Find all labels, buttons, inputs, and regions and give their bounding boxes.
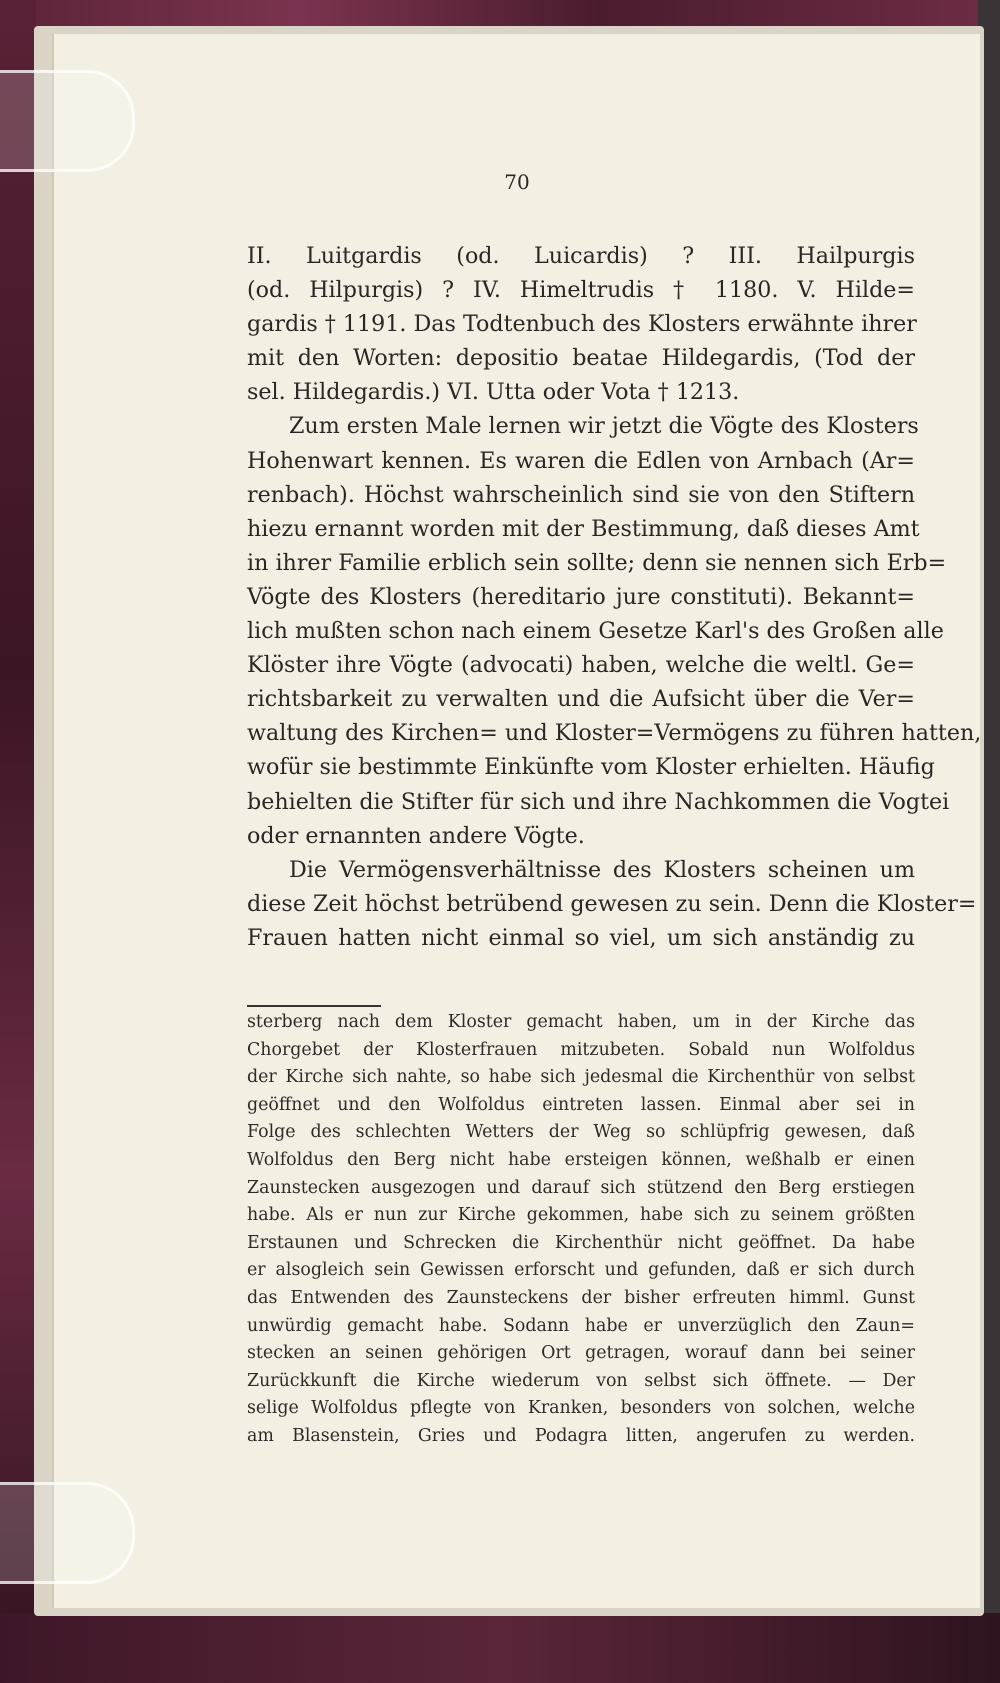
text-line: renbach). Höchst wahrscheinlich sind sie von den Stiftern [247, 481, 915, 508]
text-line: Frauen hatten nicht einmal so viel, um sich anständig zu [247, 924, 915, 951]
footnote-line: Folge des schlechten Wetters der Weg so schlüpfrig gewesen, daß [247, 1122, 915, 1143]
text-line: II. Luitgardis (od. Luicardis) ? III. Hailpurgis [247, 243, 915, 269]
footnote-line: der Kirche sich nahte, so habe sich jedesmal die Kirchenthür von selbst [247, 1067, 915, 1088]
text-line: diese Zeit höchst betrübend gewesen zu sein. Denn die Kloster= [247, 890, 977, 917]
footnote-line: am Blasenstein, Gries und Podagra litten, angerufen zu werden. [247, 1425, 915, 1446]
page-number: 70 [504, 170, 530, 194]
footnote-line: stecken an seinen gehörigen Ort getragen, worauf dann bei seiner [247, 1343, 915, 1364]
text-line: gardis † 1191. Das Todtenbuch des Klosters erwähnte ihrer [247, 311, 917, 338]
footnote-line: geöffnet und den Wolfoldus eintreten lassen. Einmal aber sei in [247, 1094, 915, 1115]
footnote-line: selige Wolfoldus pflegte von Kranken, besonders von solchen, welche [247, 1398, 915, 1419]
book-cover-left-edge [0, 0, 36, 1683]
footnote [247, 1009, 915, 1451]
main-text [247, 239, 982, 955]
text-line: hiezu ernannt worden mit der Bestimmung, daß dieses Amt [247, 515, 920, 542]
footnote-line: er alsogleich sein Gewissen erforscht und gefunden, daß er sich durch [247, 1260, 915, 1281]
text-line: mit den Worten: depositio beatae Hildegardis, (Tod der [247, 345, 915, 372]
book-page [52, 34, 980, 1608]
text-line: sel. Hildegardis.) VI. Utta oder Vota † 1213. [247, 379, 740, 406]
footnote-line: Erstaunen und Schrecken die Kirchenthür nicht geöffnet. Da habe [247, 1232, 915, 1253]
text-line: Vögte des Klosters (hereditario jure constituti). Bekannt= [247, 583, 915, 610]
footnote-line: Wolfoldus den Berg nicht habe ersteigen können, weßhalb er einen [247, 1149, 915, 1170]
text-line: (od. Hilpurgis) ? IV. Himeltrudis † 1180. V. Hilde= [247, 277, 915, 304]
text-line: in ihrer Familie erblich sein sollte; denn sie nennen sich Erb= [247, 549, 947, 576]
footnote-line: das Entwenden des Zaunsteckens der bisher erfreuten himml. Gunst [247, 1287, 915, 1308]
text-line: behielten die Stifter für sich und ihre Nachkommen die Vogtei [247, 788, 950, 815]
footnote-line: Zurückkunft die Kirche wiederum von selbst sich öffnete. — Der [247, 1370, 915, 1391]
footnote-line: habe. Als er nun zur Kirche gekommen, habe sich zu seinem größten [247, 1205, 915, 1226]
footnote-line: Chorgebet der Klosterfrauen mitzubeten. Sobald nun Wolfoldus [247, 1039, 915, 1060]
text-line: lich mußten schon nach einem Gesetze Karl's des Großen alle [247, 618, 944, 645]
footnote-line: Zaunstecken ausgezogen und darauf sich stützend den Berg erstiegen [247, 1177, 915, 1198]
text-line: richtsbarkeit zu verwalten und die Aufsicht über die Ver= [247, 686, 915, 713]
text-line: wofür sie bestimmte Einkünfte vom Kloster erhielten. Häufig [247, 754, 935, 781]
footnote-line: sterberg nach dem Kloster gemacht haben, um in der Kirche das [247, 1012, 915, 1032]
page-clip-top [0, 70, 135, 172]
text-line: Zum ersten Male lernen wir jetzt die Vögte des Klosters [289, 413, 919, 440]
text-line: Klöster ihre Vögte (advocati) haben, welche die weltl. Ge= [247, 652, 915, 679]
text-line: oder ernannten andere Vögte. [247, 822, 585, 849]
text-line: Die Vermögensverhältnisse des Klosters scheinen um [289, 856, 915, 883]
footnote-line: unwürdig gemacht habe. Sodann habe er unverzüglich den Zaun= [247, 1315, 915, 1336]
book-cover-bottom-edge [0, 1613, 1000, 1683]
page-clip-bottom [0, 1482, 135, 1584]
footnote-rule [247, 1005, 381, 1007]
text-line: Hohenwart kennen. Es waren die Edlen von Arnbach (Ar= [247, 447, 915, 474]
text-line: waltung des Kirchen= und Kloster=Vermögens zu führen hatten, [247, 720, 982, 747]
